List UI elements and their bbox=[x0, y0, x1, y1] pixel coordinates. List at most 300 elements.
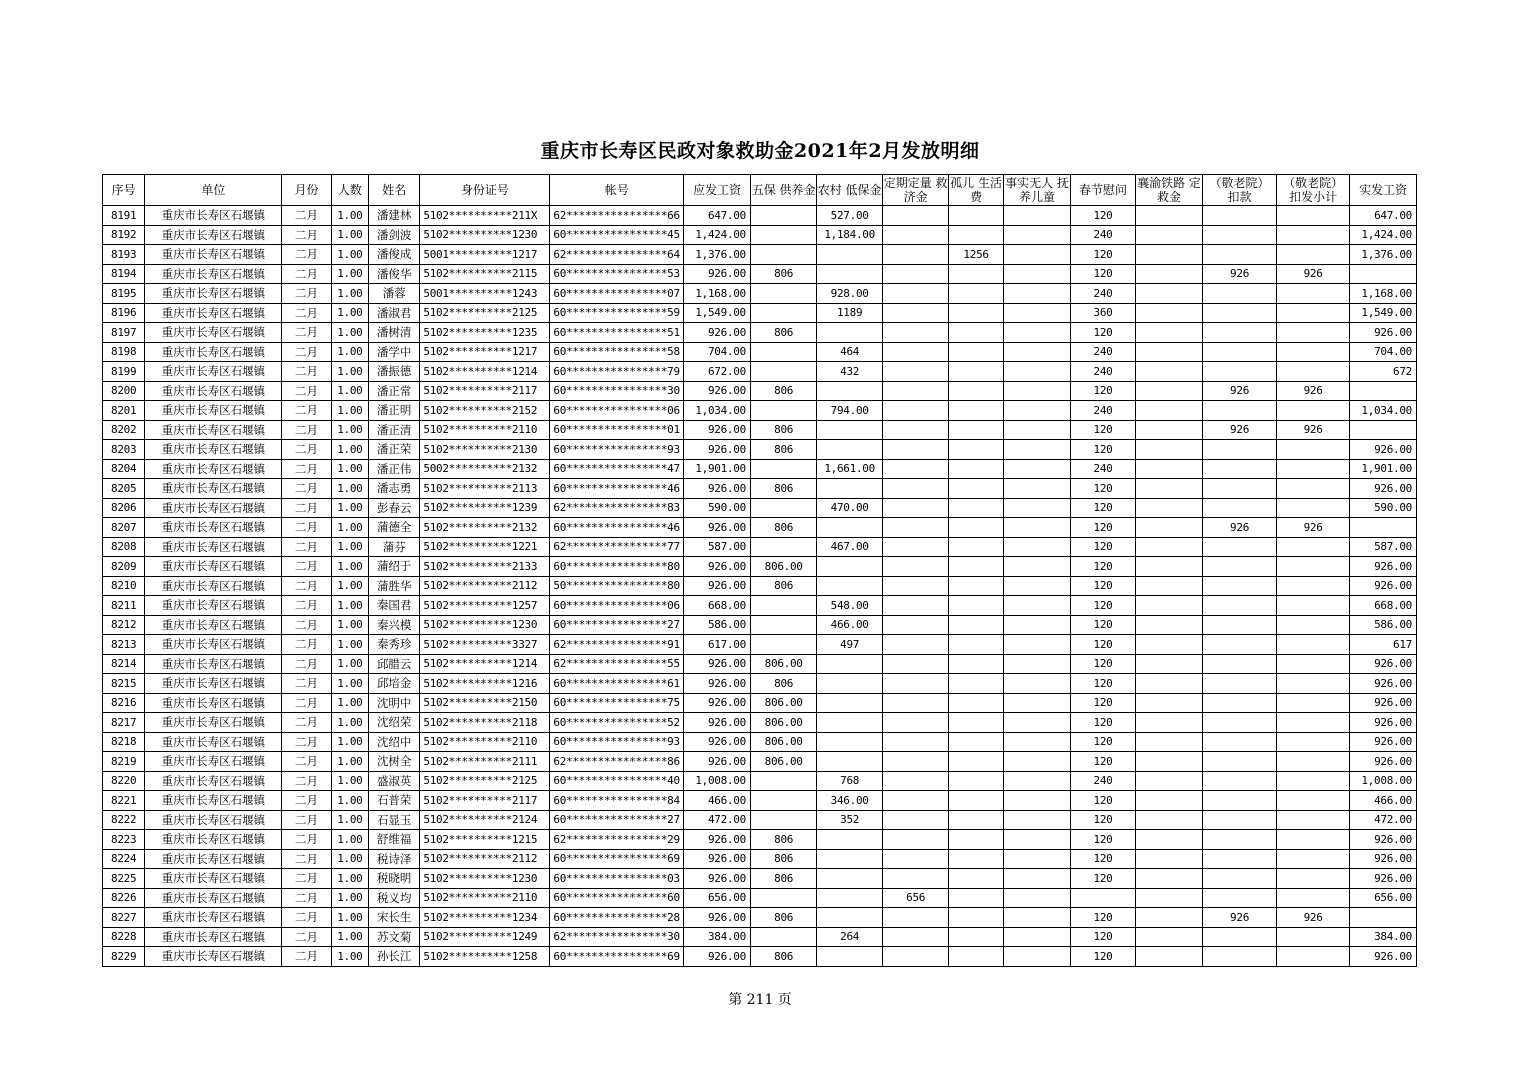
table-cell: 1.00 bbox=[331, 420, 368, 440]
table-cell bbox=[882, 303, 949, 323]
table-cell: 1.00 bbox=[331, 888, 368, 908]
table-cell bbox=[1003, 401, 1071, 421]
table-cell: 926.00 bbox=[1350, 654, 1417, 674]
table-cell: 806 bbox=[750, 323, 817, 343]
table-cell bbox=[1003, 264, 1071, 284]
table-cell bbox=[882, 654, 949, 674]
table-cell: 8218 bbox=[103, 732, 145, 752]
table-cell: 926 bbox=[1203, 518, 1277, 538]
table-cell: 1.00 bbox=[331, 576, 368, 596]
table-cell: 1,168.00 bbox=[1350, 284, 1417, 304]
table-cell: 二月 bbox=[282, 888, 331, 908]
table-cell bbox=[1203, 362, 1277, 382]
table-cell bbox=[882, 576, 949, 596]
table-cell bbox=[1203, 615, 1277, 635]
table-cell bbox=[1135, 381, 1203, 401]
table-cell: 240 bbox=[1071, 401, 1135, 421]
table-cell bbox=[949, 810, 1003, 830]
table-cell: 1.00 bbox=[331, 245, 368, 265]
table-cell: 1.00 bbox=[331, 791, 368, 811]
table-row bbox=[103, 401, 1417, 421]
table-cell bbox=[949, 498, 1003, 518]
table-cell: 舒维福 bbox=[369, 830, 420, 850]
table-cell bbox=[882, 264, 949, 284]
table-cell bbox=[1135, 927, 1203, 947]
table-cell: 重庆市长寿区石堰镇 bbox=[145, 849, 282, 869]
table-row bbox=[103, 479, 1417, 499]
table-cell: 1,034.00 bbox=[1350, 401, 1417, 421]
table-cell bbox=[1135, 323, 1203, 343]
table-cell bbox=[817, 869, 882, 889]
table-row bbox=[103, 771, 1417, 791]
column-header: （敬老院） 扣发小计 bbox=[1276, 175, 1350, 206]
table-cell bbox=[1003, 303, 1071, 323]
table-cell: 1.00 bbox=[331, 459, 368, 479]
table-cell: 1,034.00 bbox=[684, 401, 751, 421]
table-cell: 孙长江 bbox=[369, 947, 420, 967]
table-cell: 120 bbox=[1071, 810, 1135, 830]
table-cell bbox=[1350, 264, 1417, 284]
table-cell: 1,549.00 bbox=[684, 303, 751, 323]
table-cell: 邱腊云 bbox=[369, 654, 420, 674]
table-cell bbox=[1135, 537, 1203, 557]
table-row bbox=[103, 888, 1417, 908]
table-cell: 5102**********2110 bbox=[420, 732, 550, 752]
table-cell bbox=[1135, 596, 1203, 616]
table-cell bbox=[882, 206, 949, 226]
table-cell bbox=[882, 498, 949, 518]
table-cell: 石普荣 bbox=[369, 791, 420, 811]
table-cell: 二月 bbox=[282, 206, 331, 226]
table-cell: 926.00 bbox=[684, 830, 751, 850]
table-cell: 1.00 bbox=[331, 693, 368, 713]
table-row bbox=[103, 498, 1417, 518]
table-cell bbox=[882, 362, 949, 382]
table-cell bbox=[949, 420, 1003, 440]
table-cell: 重庆市长寿区石堰镇 bbox=[145, 557, 282, 577]
table-cell: 重庆市长寿区石堰镇 bbox=[145, 830, 282, 850]
table-cell: 5102**********1214 bbox=[420, 654, 550, 674]
table-cell: 60****************46 bbox=[550, 518, 684, 538]
table-cell: 潘志勇 bbox=[369, 479, 420, 499]
table-cell bbox=[882, 518, 949, 538]
table-cell: 1,168.00 bbox=[684, 284, 751, 304]
table-cell bbox=[750, 225, 817, 245]
table-cell: 重庆市长寿区石堰镇 bbox=[145, 927, 282, 947]
table-cell: 重庆市长寿区石堰镇 bbox=[145, 615, 282, 635]
table-cell: 1,549.00 bbox=[1350, 303, 1417, 323]
table-cell: 926 bbox=[1276, 518, 1350, 538]
table-cell bbox=[882, 830, 949, 850]
table-cell bbox=[882, 810, 949, 830]
table-cell: 120 bbox=[1071, 752, 1135, 772]
table-cell bbox=[949, 927, 1003, 947]
table-cell bbox=[1203, 654, 1277, 674]
table-cell: 806.00 bbox=[750, 713, 817, 733]
table-cell: 8225 bbox=[103, 869, 145, 889]
page-number: 第 211 页 bbox=[728, 992, 792, 1008]
column-header: 帐号 bbox=[550, 175, 684, 206]
table-cell bbox=[882, 849, 949, 869]
table-cell bbox=[1276, 303, 1350, 323]
table-cell bbox=[1003, 284, 1071, 304]
table-cell: 潘建林 bbox=[369, 206, 420, 226]
table-cell: 1,424.00 bbox=[684, 225, 751, 245]
table-cell: 彭春云 bbox=[369, 498, 420, 518]
column-header: 人数 bbox=[331, 175, 368, 206]
table-cell: 重庆市长寿区石堰镇 bbox=[145, 264, 282, 284]
table-cell: 5102**********2152 bbox=[420, 401, 550, 421]
table-cell: 5102**********1221 bbox=[420, 537, 550, 557]
table-cell: 60****************79 bbox=[550, 362, 684, 382]
table-cell: 926.00 bbox=[1350, 557, 1417, 577]
table-cell bbox=[1203, 947, 1277, 967]
table-cell: 二月 bbox=[282, 479, 331, 499]
table-cell: 8220 bbox=[103, 771, 145, 791]
table-cell bbox=[1203, 752, 1277, 772]
table-cell: 926 bbox=[1203, 381, 1277, 401]
table-cell bbox=[1135, 615, 1203, 635]
table-cell bbox=[1135, 342, 1203, 362]
table-cell: 1,661.00 bbox=[817, 459, 882, 479]
table-cell bbox=[1350, 420, 1417, 440]
table-cell: 1.00 bbox=[331, 615, 368, 635]
table-row bbox=[103, 381, 1417, 401]
table-cell bbox=[949, 342, 1003, 362]
table-cell bbox=[817, 732, 882, 752]
table-cell: 二月 bbox=[282, 537, 331, 557]
table-cell: 806 bbox=[750, 440, 817, 460]
table-cell: 沈绍荣 bbox=[369, 713, 420, 733]
table-cell bbox=[882, 615, 949, 635]
table-cell bbox=[882, 674, 949, 694]
table-cell: 62****************83 bbox=[550, 498, 684, 518]
table-cell: 926 bbox=[1203, 420, 1277, 440]
table-cell: 二月 bbox=[282, 596, 331, 616]
table-cell: 重庆市长寿区石堰镇 bbox=[145, 654, 282, 674]
table-cell: 432 bbox=[817, 362, 882, 382]
table-cell: 806.00 bbox=[750, 693, 817, 713]
table-cell: 5102**********1230 bbox=[420, 869, 550, 889]
table-cell: 5102**********211X bbox=[420, 206, 550, 226]
table-cell: 806 bbox=[750, 576, 817, 596]
table-cell bbox=[949, 518, 1003, 538]
table-cell: 5002**********2132 bbox=[420, 459, 550, 479]
table-cell: 邱培金 bbox=[369, 674, 420, 694]
table-cell: 62****************30 bbox=[550, 927, 684, 947]
table-cell bbox=[1203, 635, 1277, 655]
table-cell bbox=[1276, 245, 1350, 265]
table-cell bbox=[1276, 342, 1350, 362]
table-cell bbox=[1203, 537, 1277, 557]
table-cell: 240 bbox=[1071, 459, 1135, 479]
table-cell bbox=[817, 908, 882, 928]
table-cell: 384.00 bbox=[1350, 927, 1417, 947]
table-cell: 926.00 bbox=[684, 947, 751, 967]
table-cell: 宋长生 bbox=[369, 908, 420, 928]
table-cell: 1.00 bbox=[331, 303, 368, 323]
table-cell: 8194 bbox=[103, 264, 145, 284]
table-cell bbox=[750, 362, 817, 382]
table-cell: 8200 bbox=[103, 381, 145, 401]
table-cell: 806 bbox=[750, 381, 817, 401]
table-cell bbox=[949, 791, 1003, 811]
table-cell: 806 bbox=[750, 420, 817, 440]
table-cell bbox=[1203, 927, 1277, 947]
table-cell bbox=[1003, 713, 1071, 733]
table-row bbox=[103, 869, 1417, 889]
table-cell bbox=[817, 576, 882, 596]
table-cell: 62****************77 bbox=[550, 537, 684, 557]
column-header: 实发工资 bbox=[1350, 175, 1417, 206]
table-cell: 8210 bbox=[103, 576, 145, 596]
table-cell: 1.00 bbox=[331, 596, 368, 616]
table-cell: 497 bbox=[817, 635, 882, 655]
table-cell bbox=[949, 654, 1003, 674]
table-cell bbox=[1276, 225, 1350, 245]
table-cell: 8195 bbox=[103, 284, 145, 304]
table-cell bbox=[1003, 323, 1071, 343]
table-cell: 5102**********3327 bbox=[420, 635, 550, 655]
table-cell: 120 bbox=[1071, 869, 1135, 889]
table-cell: 二月 bbox=[282, 245, 331, 265]
table-cell: 秦秀珍 bbox=[369, 635, 420, 655]
table-cell: 668.00 bbox=[684, 596, 751, 616]
table-cell bbox=[1203, 810, 1277, 830]
table-cell bbox=[1003, 947, 1071, 967]
table-cell bbox=[1135, 908, 1203, 928]
table-cell bbox=[1350, 381, 1417, 401]
table-cell bbox=[882, 401, 949, 421]
table-cell: 1.00 bbox=[331, 225, 368, 245]
table-cell: 926.00 bbox=[684, 323, 751, 343]
table-cell: 秦兴模 bbox=[369, 615, 420, 635]
table-cell: 5102**********1216 bbox=[420, 674, 550, 694]
table-cell bbox=[1135, 303, 1203, 323]
table-cell: 346.00 bbox=[817, 791, 882, 811]
table-cell: 62****************66 bbox=[550, 206, 684, 226]
table-cell: 1256 bbox=[949, 245, 1003, 265]
table-cell: 1.00 bbox=[331, 908, 368, 928]
table-cell: 5102**********2117 bbox=[420, 381, 550, 401]
table-cell: 重庆市长寿区石堰镇 bbox=[145, 752, 282, 772]
table-cell: 240 bbox=[1071, 284, 1135, 304]
table-cell: 1.00 bbox=[331, 869, 368, 889]
column-header: 月份 bbox=[282, 175, 331, 206]
table-cell: 806.00 bbox=[750, 732, 817, 752]
table-cell: 60****************03 bbox=[550, 869, 684, 889]
table-cell bbox=[750, 810, 817, 830]
table-cell: 蒲绍于 bbox=[369, 557, 420, 577]
table-row bbox=[103, 284, 1417, 304]
table-cell bbox=[750, 771, 817, 791]
table-cell bbox=[750, 498, 817, 518]
table-cell: 60****************27 bbox=[550, 615, 684, 635]
table-cell bbox=[1203, 342, 1277, 362]
table-cell bbox=[750, 791, 817, 811]
table-cell bbox=[1003, 810, 1071, 830]
table-cell: 8224 bbox=[103, 849, 145, 869]
table-cell: 重庆市长寿区石堰镇 bbox=[145, 908, 282, 928]
table-cell: 60****************60 bbox=[550, 888, 684, 908]
table-cell bbox=[1276, 284, 1350, 304]
table-row bbox=[103, 752, 1417, 772]
table-cell: 5102**********2150 bbox=[420, 693, 550, 713]
table-cell: 8204 bbox=[103, 459, 145, 479]
table-cell: 806.00 bbox=[750, 752, 817, 772]
column-header: 孤儿 生活费 bbox=[950, 176, 1002, 204]
table-cell bbox=[1003, 557, 1071, 577]
table-cell: 税诗泽 bbox=[369, 849, 420, 869]
table-cell bbox=[817, 381, 882, 401]
table-cell: 1.00 bbox=[331, 654, 368, 674]
table-cell: 586.00 bbox=[1350, 615, 1417, 635]
table-cell bbox=[1135, 849, 1203, 869]
table-cell bbox=[750, 635, 817, 655]
table-cell: 120 bbox=[1071, 674, 1135, 694]
table-cell bbox=[882, 927, 949, 947]
table-cell: 潘树清 bbox=[369, 323, 420, 343]
table-cell bbox=[1135, 225, 1203, 245]
table-row bbox=[103, 674, 1417, 694]
table-cell: 潘蓉 bbox=[369, 284, 420, 304]
table-cell: 120 bbox=[1071, 635, 1135, 655]
table-cell bbox=[1003, 752, 1071, 772]
table-cell bbox=[1003, 927, 1071, 947]
table-cell bbox=[1203, 479, 1277, 499]
table-cell bbox=[817, 654, 882, 674]
table-cell bbox=[1203, 830, 1277, 850]
table-cell: 二月 bbox=[282, 810, 331, 830]
table-cell bbox=[949, 674, 1003, 694]
table-cell: 重庆市长寿区石堰镇 bbox=[145, 323, 282, 343]
table-cell: 潘振德 bbox=[369, 362, 420, 382]
table-row bbox=[103, 362, 1417, 382]
table-cell: 二月 bbox=[282, 518, 331, 538]
table-cell: 5102**********2110 bbox=[420, 888, 550, 908]
table-cell bbox=[882, 869, 949, 889]
table-cell: 8226 bbox=[103, 888, 145, 908]
table-row bbox=[103, 537, 1417, 557]
table-cell: 8192 bbox=[103, 225, 145, 245]
column-header: 定期定量 救济金 bbox=[883, 176, 948, 204]
table-cell: 60****************93 bbox=[550, 440, 684, 460]
table-cell: 1.00 bbox=[331, 635, 368, 655]
table-cell: 二月 bbox=[282, 420, 331, 440]
table-cell: 384.00 bbox=[684, 927, 751, 947]
table-cell bbox=[949, 693, 1003, 713]
table-cell: 8205 bbox=[103, 479, 145, 499]
table-cell: 926 bbox=[1276, 908, 1350, 928]
table-cell: 926.00 bbox=[1350, 947, 1417, 967]
table-cell: 60****************40 bbox=[550, 771, 684, 791]
table-cell: 120 bbox=[1071, 615, 1135, 635]
table-cell bbox=[1135, 479, 1203, 499]
table-cell: 1.00 bbox=[331, 440, 368, 460]
table-cell: 120 bbox=[1071, 732, 1135, 752]
table-cell: 60****************59 bbox=[550, 303, 684, 323]
table-cell bbox=[949, 362, 1003, 382]
table-cell: 5102**********1258 bbox=[420, 947, 550, 967]
table-cell: 重庆市长寿区石堰镇 bbox=[145, 459, 282, 479]
table-cell bbox=[1135, 693, 1203, 713]
table-cell bbox=[1203, 498, 1277, 518]
table-cell: 重庆市长寿区石堰镇 bbox=[145, 791, 282, 811]
table-cell bbox=[882, 596, 949, 616]
table-cell: 5102**********2115 bbox=[420, 264, 550, 284]
table-cell: 5102**********1214 bbox=[420, 362, 550, 382]
table-row bbox=[103, 635, 1417, 655]
table-cell bbox=[1003, 869, 1071, 889]
table-cell: 62****************29 bbox=[550, 830, 684, 850]
table-cell bbox=[750, 206, 817, 226]
table-cell: 重庆市长寿区石堰镇 bbox=[145, 440, 282, 460]
table-cell: 潘正清 bbox=[369, 420, 420, 440]
table-cell: 重庆市长寿区石堰镇 bbox=[145, 498, 282, 518]
table-cell: 1.00 bbox=[331, 674, 368, 694]
table-cell: 806.00 bbox=[750, 557, 817, 577]
table-cell bbox=[1135, 401, 1203, 421]
table-cell bbox=[1135, 732, 1203, 752]
table-cell: 5102**********1257 bbox=[420, 596, 550, 616]
table-cell: 二月 bbox=[282, 381, 331, 401]
table-cell: 5102**********2124 bbox=[420, 810, 550, 830]
table-cell: 1,008.00 bbox=[684, 771, 751, 791]
table-cell bbox=[1276, 927, 1350, 947]
table-cell bbox=[949, 401, 1003, 421]
table-cell: 5001**********1217 bbox=[420, 245, 550, 265]
table-cell: 二月 bbox=[282, 927, 331, 947]
table-cell bbox=[1276, 654, 1350, 674]
table-cell bbox=[1003, 498, 1071, 518]
table-cell: 8223 bbox=[103, 830, 145, 850]
column-header: 事实无人 抚养儿童 bbox=[1005, 176, 1069, 204]
table-cell bbox=[1203, 888, 1277, 908]
table-cell: 806 bbox=[750, 869, 817, 889]
table-cell: 1.00 bbox=[331, 927, 368, 947]
table-cell bbox=[1276, 459, 1350, 479]
table-cell bbox=[1203, 557, 1277, 577]
table-cell bbox=[1003, 849, 1071, 869]
table-cell bbox=[817, 323, 882, 343]
table-cell: 704.00 bbox=[684, 342, 751, 362]
table-cell: 重庆市长寿区石堰镇 bbox=[145, 362, 282, 382]
table-cell: 62****************55 bbox=[550, 654, 684, 674]
table-cell bbox=[1135, 947, 1203, 967]
table-cell: 8212 bbox=[103, 615, 145, 635]
table-cell: 60****************53 bbox=[550, 264, 684, 284]
table-cell: 120 bbox=[1071, 830, 1135, 850]
table-cell: 1.00 bbox=[331, 381, 368, 401]
table-cell: 926 bbox=[1203, 264, 1277, 284]
table-cell bbox=[882, 420, 949, 440]
table-cell bbox=[1135, 245, 1203, 265]
table-cell bbox=[1135, 576, 1203, 596]
table-cell bbox=[949, 869, 1003, 889]
table-cell: 苏文菊 bbox=[369, 927, 420, 947]
table-cell bbox=[1276, 401, 1350, 421]
table-cell: 8216 bbox=[103, 693, 145, 713]
table-cell bbox=[817, 752, 882, 772]
table-cell bbox=[1003, 245, 1071, 265]
table-cell: 重庆市长寿区石堰镇 bbox=[145, 518, 282, 538]
table-cell: 1.00 bbox=[331, 557, 368, 577]
table-cell: 466.00 bbox=[817, 615, 882, 635]
table-row bbox=[103, 206, 1417, 226]
table-cell: 石显玉 bbox=[369, 810, 420, 830]
table-cell: 税晓明 bbox=[369, 869, 420, 889]
table-cell bbox=[1003, 771, 1071, 791]
